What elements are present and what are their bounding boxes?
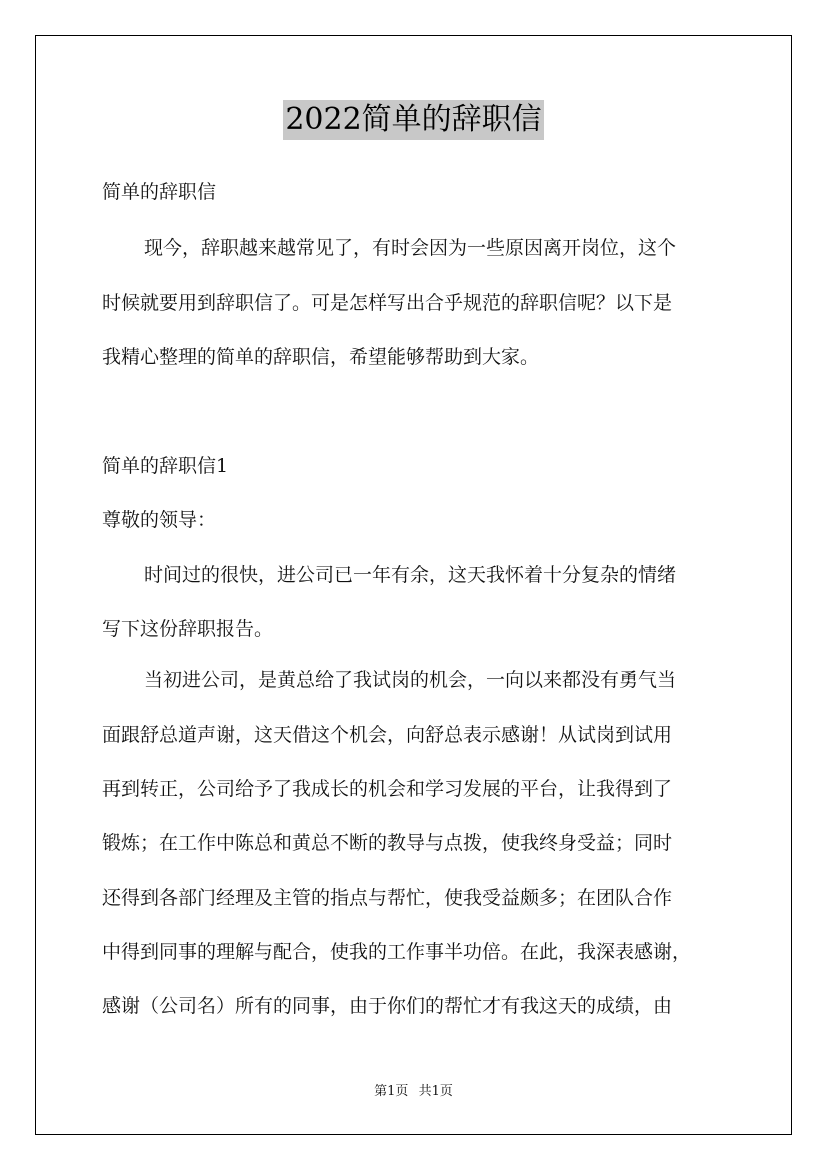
section-heading: 简单的辞职信1 — [102, 455, 229, 477]
page-total: 共1页 — [418, 1084, 453, 1099]
page-footer — [0, 1083, 827, 1101]
intro-line-3: 我精心整理的简单的辞职信，希望能够帮助到大家。 — [102, 346, 540, 368]
title-container — [0, 100, 827, 140]
paragraph2-line-6: 中得到同事的理解与配合，使我的工作事半功倍。在此，我深表感谢， — [102, 941, 692, 963]
paragraph1-line-2: 写下这份辞职报告。 — [102, 618, 274, 640]
salutation: 尊敬的领导： — [102, 509, 217, 531]
paragraph2-line-5: 还得到各部门经理及主管的指点与帮忙，使我受益颇多；在团队合作 — [102, 887, 673, 909]
intro-line-2: 时候就要用到辞职信了。可是怎样写出合乎规范的辞职信呢？以下是 — [102, 292, 673, 314]
paragraph1-line-1: 时间过的很快，进公司已一年有余，这天我怀着十分复杂的情绪 — [144, 564, 677, 586]
page-number: 第1页 — [374, 1084, 409, 1099]
subtitle: 简单的辞职信 — [102, 181, 217, 203]
paragraph2-line-4: 锻炼；在工作中陈总和黄总不断的教导与点拨，使我终身受益；同时 — [102, 832, 673, 854]
paragraph2-line-1: 当初进公司，是黄总给了我试岗的机会，一向以来都没有勇气当 — [144, 669, 677, 691]
intro-line-1: 现今，辞职越来越常见了，有时会因为一些原因离开岗位，这个 — [144, 237, 677, 259]
paragraph2-line-3: 再到转正，公司给予了我成长的机会和学习发展的平台，让我得到了 — [102, 778, 673, 800]
paragraph2-line-7: 感谢（公司名）所有的同事，由于你们的帮忙才有我这天的成绩，由 — [102, 995, 673, 1017]
document-title: 2022简单的辞职信 — [283, 100, 543, 140]
paragraph2-line-2: 面跟舒总道声谢，这天借这个机会，向舒总表示感谢！从试岗到试用 — [102, 724, 673, 746]
